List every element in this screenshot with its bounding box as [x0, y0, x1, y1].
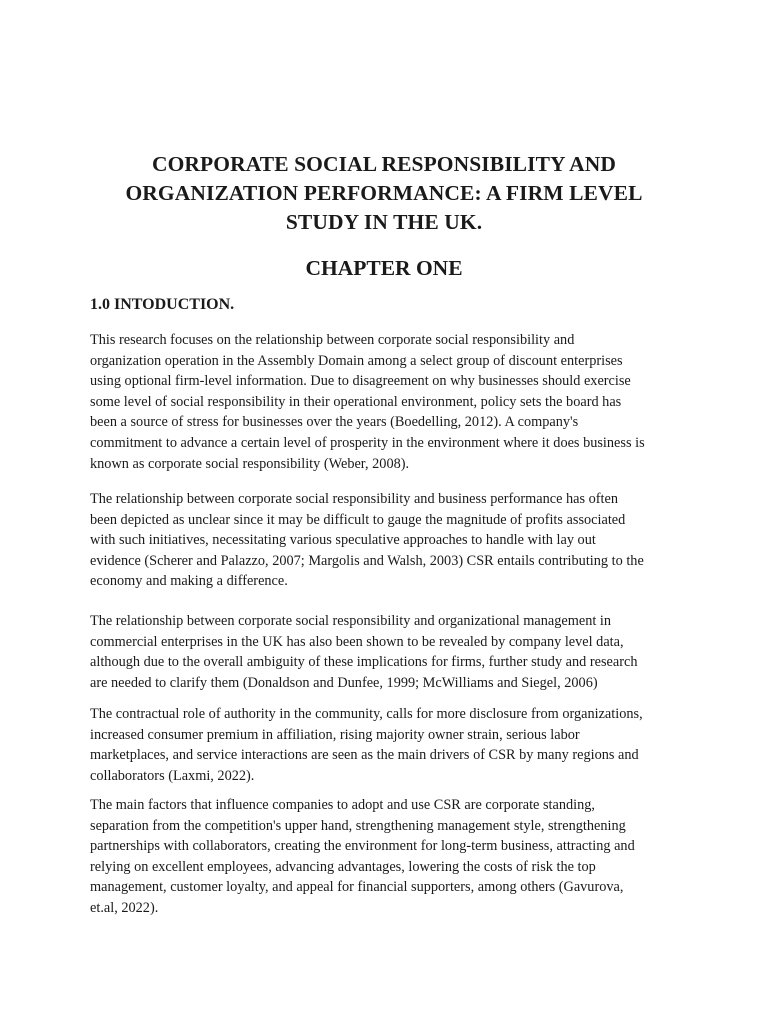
- text-line: partnerships with collaborators, creating the environment for long-term business, attracting and: [90, 838, 635, 855]
- paragraph-4: [90, 704, 690, 786]
- text-line: although due to the overall ambiguity of these implications for firms, further study and research: [90, 654, 638, 671]
- text-line: This research focuses on the relationship between corporate social responsibility and: [90, 332, 575, 348]
- paragraph-1: [90, 330, 690, 474]
- text-line: are needed to clarify them (Donaldson and Dunfee, 1999; McWilliams and Siegel, 2006): [90, 674, 598, 691]
- document-title: [100, 150, 668, 237]
- title-line: CORPORATE SOCIAL RESPONSIBILITY AND: [151, 152, 617, 176]
- text-line: organization operation in the Assembly Domain among a select group of discount enterprises: [90, 352, 623, 369]
- paragraph-3: [90, 611, 690, 693]
- text-line: evidence (Scherer and Palazzo, 2007; Margolis and Walsh, 2003) CSR entails contributing to the: [90, 552, 644, 569]
- text-line: The relationship between corporate social responsibility and business performance has often: [90, 491, 619, 507]
- paragraph-5: [90, 795, 690, 919]
- text-line: relying on excellent employees, advancing advantages, lowering the costs of risk the top: [90, 858, 596, 875]
- text-line: commercial enterprises in the UK has also been shown to be revealed by company level data,: [90, 633, 624, 650]
- text-line: collaborators (Laxmi, 2022).: [90, 767, 255, 784]
- text-line: marketplaces, and service interactions are seen as the main drivers of CSR by many regions and: [90, 747, 639, 764]
- text-line: separation from the competition's upper hand, strengthening management style, strengthening: [90, 817, 626, 834]
- text-line: economy and making a difference.: [90, 573, 288, 590]
- text-line: using optional firm-level information. Due to disagreement on why businesses should exercise: [90, 373, 631, 390]
- title-line: STUDY IN THE UK.: [285, 210, 483, 234]
- text-line: with such initiatives, necessitating various speculative approaches to handle with lay out: [90, 532, 596, 549]
- text-line: The contractual role of authority in the community, calls for more disclosure from organizations,: [90, 706, 643, 722]
- text-line: commitment to advance a certain level of prosperity in the environment where it does business is: [90, 434, 645, 451]
- text-line: et.al, 2022).: [90, 899, 159, 916]
- text-line: increased consumer premium in affiliation, rising majority owner strain, serious labor: [90, 726, 580, 743]
- text-line: management, customer loyalty, and appeal for financial supporters, among others (Gavurova,: [90, 879, 624, 896]
- text-line: The relationship between corporate social responsibility and organizational management in: [90, 613, 612, 629]
- text-line: known as corporate social responsibility (Weber, 2008).: [90, 455, 410, 472]
- text-line: The main factors that influence companies to adopt and use CSR are corporate standing,: [90, 797, 595, 813]
- text-line: been a source of stress for businesses over the years (Boedelling, 2012). A company's: [90, 414, 579, 431]
- section-heading: 1.0 INTODUCTION.: [90, 296, 235, 313]
- text-line: some level of social responsibility in their operational environment, policy sets the board has: [90, 393, 622, 410]
- text-line: been depicted as unclear since it may be difficult to gauge the magnitude of profits associated: [90, 511, 626, 528]
- chapter-heading: CHAPTER ONE: [305, 256, 463, 280]
- title-line: ORGANIZATION PERFORMANCE: A FIRM LEVEL: [125, 181, 643, 205]
- paragraph-2: [90, 489, 690, 592]
